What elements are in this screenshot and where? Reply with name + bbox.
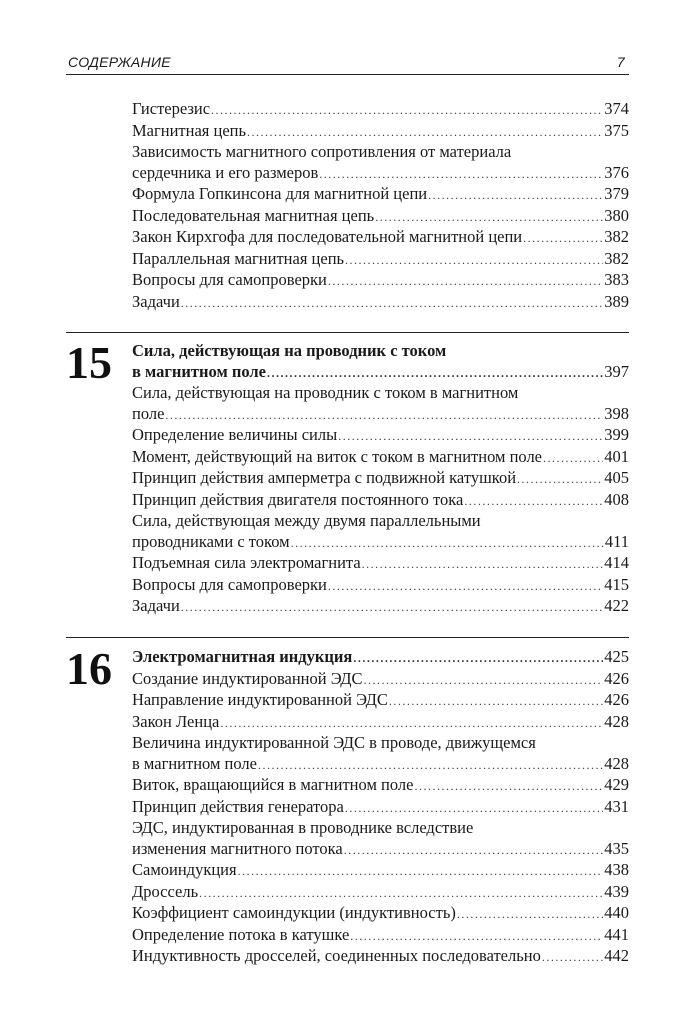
- toc-entry[interactable]: Сила, действующая между двумя параллельными проводниками с током ..... 411: [132, 511, 629, 553]
- leader-dots: [247, 122, 603, 143]
- leader-dots: [414, 776, 603, 797]
- toc-entry[interactable]: Определение потока в катушке ..... 441: [132, 925, 629, 947]
- toc-entry[interactable]: Последовательная магнитная цепь ..... 380: [132, 206, 629, 228]
- toc-entry[interactable]: Магнитная цепь ..... 375: [132, 121, 629, 143]
- leader-dots: [428, 185, 603, 206]
- entry-page: 435: [604, 838, 629, 858]
- chapter-number: 16: [66, 643, 112, 694]
- leader-dots: [457, 904, 603, 925]
- toc-entry[interactable]: Направление индуктированной ЭДС ..... 426: [132, 690, 629, 712]
- entry-page: 398: [604, 403, 629, 423]
- leader-dots: [345, 798, 603, 819]
- entry-page: 431: [604, 796, 629, 816]
- entry-page: 440: [604, 903, 629, 922]
- leader-dots: [389, 691, 603, 712]
- entry-page: 383: [604, 270, 629, 289]
- leader-dots: [258, 755, 603, 776]
- toc-entry[interactable]: Гистерезис ..... 374: [132, 99, 629, 121]
- leader-dots: [350, 926, 603, 947]
- entry-page: 415: [604, 574, 629, 594]
- entry-page: 426: [604, 668, 629, 688]
- leader-dots: [199, 883, 603, 904]
- chapter-number: 15: [66, 337, 112, 388]
- leader-dots: [345, 250, 603, 271]
- chapter-divider: [66, 637, 629, 638]
- leader-dots: [328, 576, 603, 597]
- entry-page: 376: [604, 162, 629, 182]
- leader-dots: [220, 713, 603, 734]
- leader-dots: [211, 100, 603, 121]
- leader-dots: [338, 426, 603, 447]
- entry-page: 382: [604, 227, 629, 246]
- toc-entry[interactable]: Величина индуктированной ЭДС в проводе, движущемся в магнитном поле ..... 428: [132, 733, 629, 775]
- entry-page: 428: [604, 711, 629, 731]
- toc-entry[interactable]: Параллельная магнитная цепь ..... 382: [132, 249, 629, 271]
- toc-entry[interactable]: Подъемная сила электромагнита ..... 414: [132, 553, 629, 575]
- chapter-title-entry[interactable]: [132, 647, 629, 669]
- leader-dots: [344, 840, 604, 861]
- toc-entry[interactable]: Задачи ..... 422: [132, 596, 629, 618]
- leader-dots: [267, 363, 603, 384]
- toc-entry[interactable]: Самоиндукция ..... 438: [132, 860, 629, 882]
- entry-page: 401: [604, 446, 629, 466]
- toc-entry[interactable]: Задачи ..... 389: [132, 292, 629, 314]
- toc-entry[interactable]: Виток, вращающийся в магнитном поле ..... 429: [132, 775, 629, 797]
- entry-page: 428: [604, 753, 629, 773]
- leader-dots: [328, 271, 603, 292]
- page-number: 7: [616, 54, 625, 70]
- toc-entry[interactable]: Принцип действия генератора ..... 431: [132, 797, 629, 819]
- entry-page: 389: [604, 291, 629, 311]
- toc-entry[interactable]: Создание индуктированной ЭДС ..... 426: [132, 669, 629, 691]
- leader-dots: [238, 861, 604, 882]
- entry-page: 399: [604, 425, 629, 444]
- chapter-16-section: [132, 647, 629, 968]
- leader-dots: [319, 164, 603, 185]
- leader-dots: [362, 554, 604, 575]
- toc-entry[interactable]: Закон Кирхгофа для последовательной магнитной цепи ..... 382: [132, 227, 629, 249]
- entry-page: 441: [604, 924, 629, 944]
- entry-page: 380: [604, 205, 629, 225]
- toc-entry[interactable]: Вопросы для самопроверки ..... 415: [132, 575, 629, 597]
- toc-entry[interactable]: Принцип действия двигателя постоянного тока ..... 408: [132, 490, 629, 512]
- entry-page: 422: [604, 596, 629, 615]
- entry-page: 375: [604, 120, 629, 140]
- leader-dots: [517, 469, 603, 490]
- running-head-title: СОДЕРЖАНИЕ: [68, 54, 171, 70]
- entry-page: 426: [604, 690, 629, 709]
- entry-page: 374: [604, 99, 629, 118]
- leader-dots: [291, 533, 604, 554]
- entry-page: 397: [604, 361, 629, 381]
- entry-page: 379: [604, 184, 629, 203]
- entry-page: 382: [604, 248, 629, 268]
- toc-section-continued: [132, 99, 629, 313]
- chapter-15-section: [132, 341, 629, 618]
- leader-dots: [375, 207, 603, 228]
- leader-dots: [165, 405, 603, 426]
- toc-entry[interactable]: Формула Гопкинсона для магнитной цепи ..... 379: [132, 184, 629, 206]
- chapter-title-entry[interactable]: Сила, действующая на проводник с током в магнитном поле ..... 397: [132, 341, 629, 383]
- leader-dots: [181, 597, 603, 618]
- chapter-title: Сила, действующая на проводник с током: [132, 341, 447, 360]
- toc-entry[interactable]: Определение величины силы ..... 399: [132, 425, 629, 447]
- leader-dots: [363, 670, 603, 691]
- entry-page: 442: [604, 946, 629, 965]
- toc-entry[interactable]: Дроссель ..... 439: [132, 882, 629, 904]
- entry-page: 405: [604, 468, 629, 487]
- entry-page: 408: [604, 489, 629, 509]
- entry-page: 411: [604, 531, 629, 551]
- toc-entry[interactable]: Сила, действующая на проводник с током в магнитном поле ..... 398: [132, 383, 629, 425]
- entry-page: 425: [604, 647, 629, 666]
- toc-entry[interactable]: Принцип действия амперметра с подвижной катушкой ..... 405: [132, 468, 629, 490]
- leader-dots: [543, 448, 603, 469]
- entry-page: 439: [604, 881, 629, 901]
- chapter-title: Электромагнитная индукция: [132, 647, 353, 666]
- toc-entry[interactable]: ЭДС, индуктированная в проводнике вследствие изменения магнитного потока ..... 435: [132, 818, 629, 860]
- entry-page: 429: [604, 775, 629, 794]
- toc-entry[interactable]: Закон Ленца ..... 428: [132, 712, 629, 734]
- leader-dots: [464, 491, 603, 512]
- leader-dots: [523, 228, 603, 249]
- chapter-divider: [66, 332, 629, 333]
- leader-dots: [542, 947, 603, 968]
- running-head: [66, 52, 629, 75]
- entry-page: 438: [604, 860, 629, 879]
- toc-entry[interactable]: Коэффициент самоиндукции (индуктивность) ..... 440: [132, 903, 629, 925]
- toc-entry[interactable]: Индуктивность дросселей, соединенных последовательно ..... 442: [132, 946, 629, 968]
- entry-page: 414: [604, 553, 629, 572]
- toc-entry[interactable]: Момент, действующий на виток с током в магнитном поле ..... 401: [132, 447, 629, 469]
- leader-dots: [181, 293, 603, 314]
- toc-entry[interactable]: Зависимость магнитного сопротивления от материала сердечника и его размеров ..... 376: [132, 142, 629, 184]
- toc-entry[interactable]: Вопросы для самопроверки ..... 383: [132, 270, 629, 292]
- leader-dots: [353, 648, 603, 669]
